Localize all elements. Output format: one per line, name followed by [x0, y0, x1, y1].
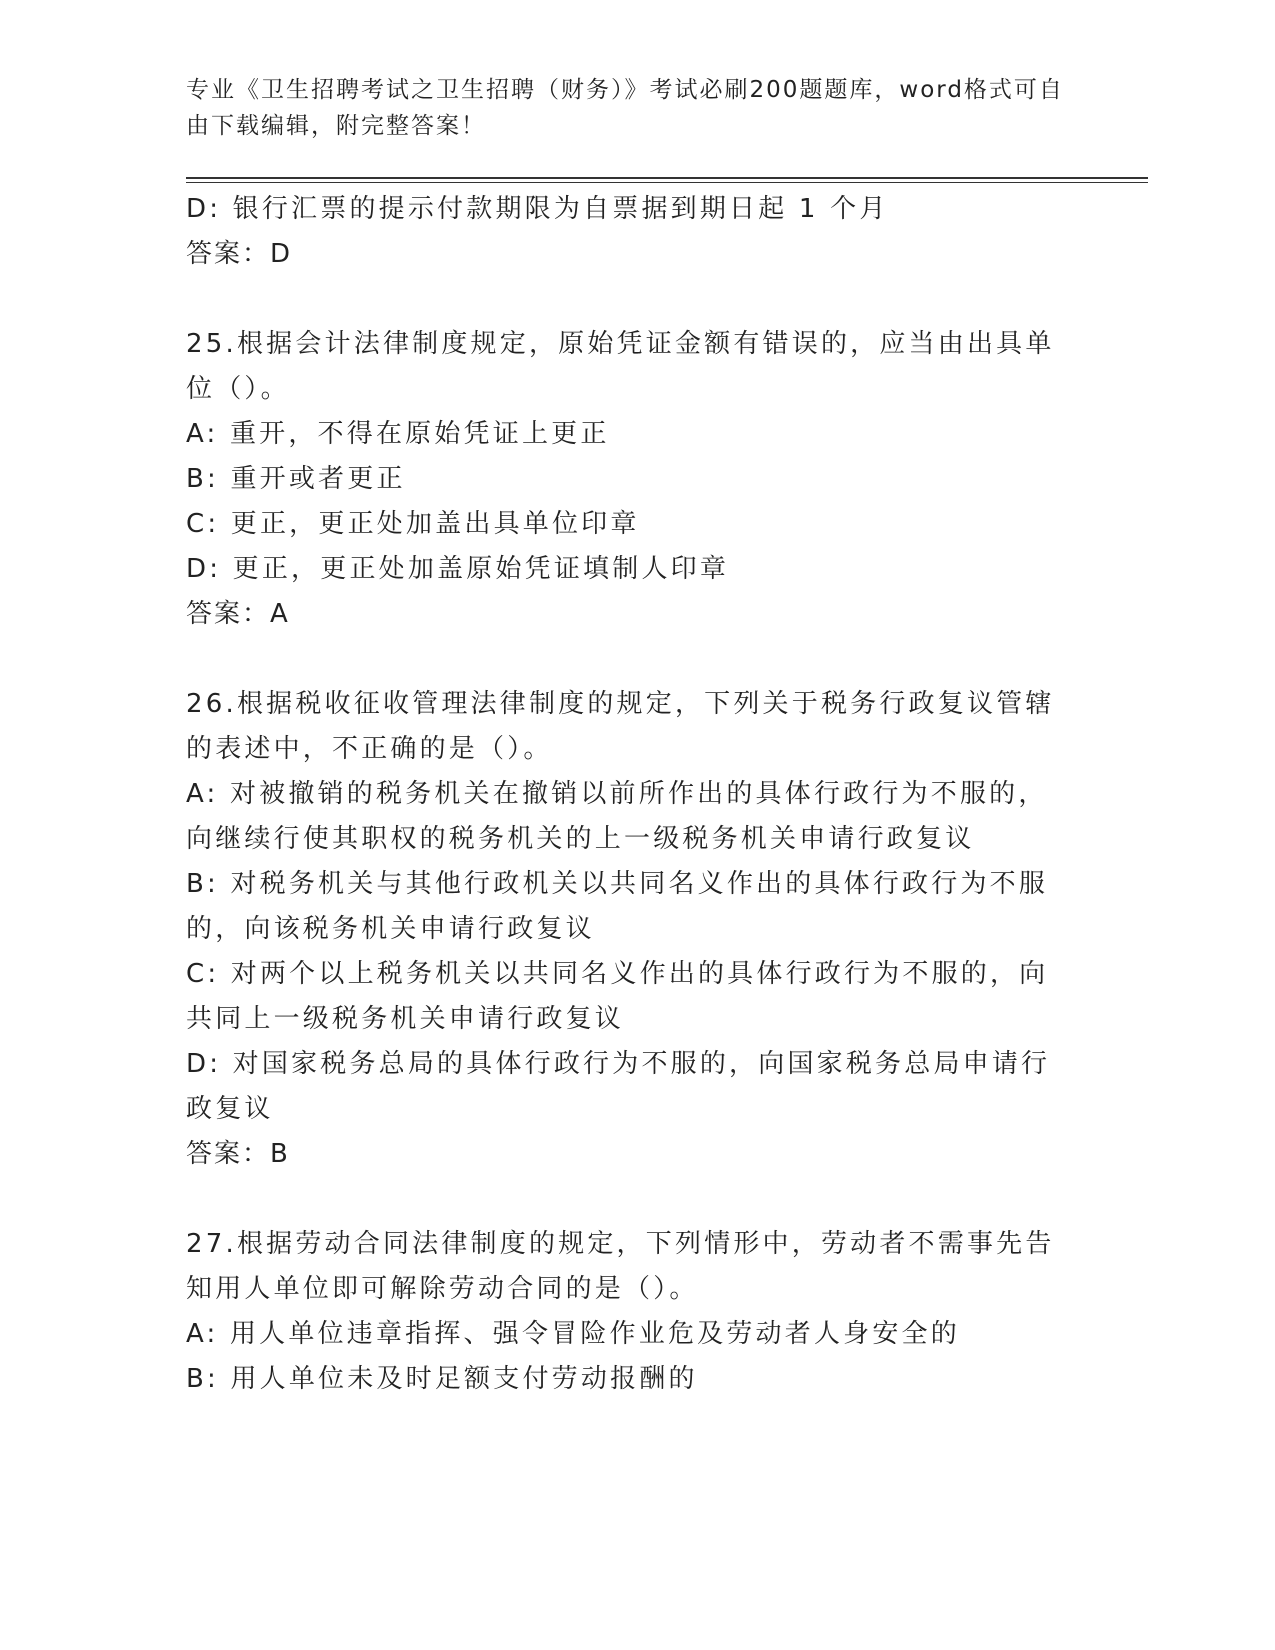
carryover-block — [186, 187, 1076, 277]
option-b: B: 对税务机关与其他行政机关以共同名义作出的具体行政行为不服的，向该税务机关申请行政复议 — [186, 869, 1049, 944]
question-stem: 27.根据劳动合同法律制度的规定，下列情形中，劳动者不需事先告知用人单位即可解除劳动合同的是（）。 — [186, 1229, 1055, 1304]
option-d: D: 银行汇票的提示付款期限为自票据到期日起 1 个月 — [186, 194, 889, 224]
option-b: B: 重开或者更正 — [186, 464, 406, 494]
question-stem: 26.根据税收征收管理法律制度的规定，下列关于税务行政复议管辖的表述中，不正确的是（）。 — [186, 689, 1055, 764]
option-d: D: 对国家税务总局的具体行政行为不服的，向国家税务总局申请行政复议 — [186, 1049, 1051, 1124]
answer-line: 答案：B — [186, 1139, 290, 1169]
option-a: A: 重开，不得在原始凭证上更正 — [186, 419, 610, 449]
document-header — [186, 72, 1076, 144]
option-b: B: 用人单位未及时足额支付劳动报酬的 — [186, 1364, 698, 1394]
option-a: A: 对被撤销的税务机关在撤销以前所作出的具体行政行为不服的，向继续行使其职权的税务机关的上一级税务机关申请行政复议 — [186, 779, 1048, 854]
question-26 — [186, 682, 1076, 1177]
option-c: C: 更正，更正处加盖出具单位印章 — [186, 509, 640, 539]
header-divider-thick — [186, 177, 1148, 179]
header-divider-thin — [186, 182, 1148, 183]
option-c: C: 对两个以上税务机关以共同名义作出的具体行政行为不服的，向共同上一级税务机关申请行政复议 — [186, 959, 1049, 1034]
answer-line: 答案：D — [186, 239, 293, 269]
option-a: A: 用人单位违章指挥、强令冒险作业危及劳动者人身安全的 — [186, 1319, 960, 1349]
document-body — [186, 187, 1076, 1402]
question-25 — [186, 322, 1076, 637]
option-d: D: 更正，更正处加盖原始凭证填制人印章 — [186, 554, 730, 584]
answer-line: 答案：A — [186, 599, 290, 629]
question-stem: 25.根据会计法律制度规定，原始凭证金额有错误的，应当由出具单位（）。 — [186, 329, 1055, 404]
header-text: 专业《卫生招聘考试之卫生招聘（财务）》考试必刷200题题库，word格式可自由下载编辑，附完整答案！ — [186, 77, 1064, 139]
question-27 — [186, 1222, 1076, 1402]
